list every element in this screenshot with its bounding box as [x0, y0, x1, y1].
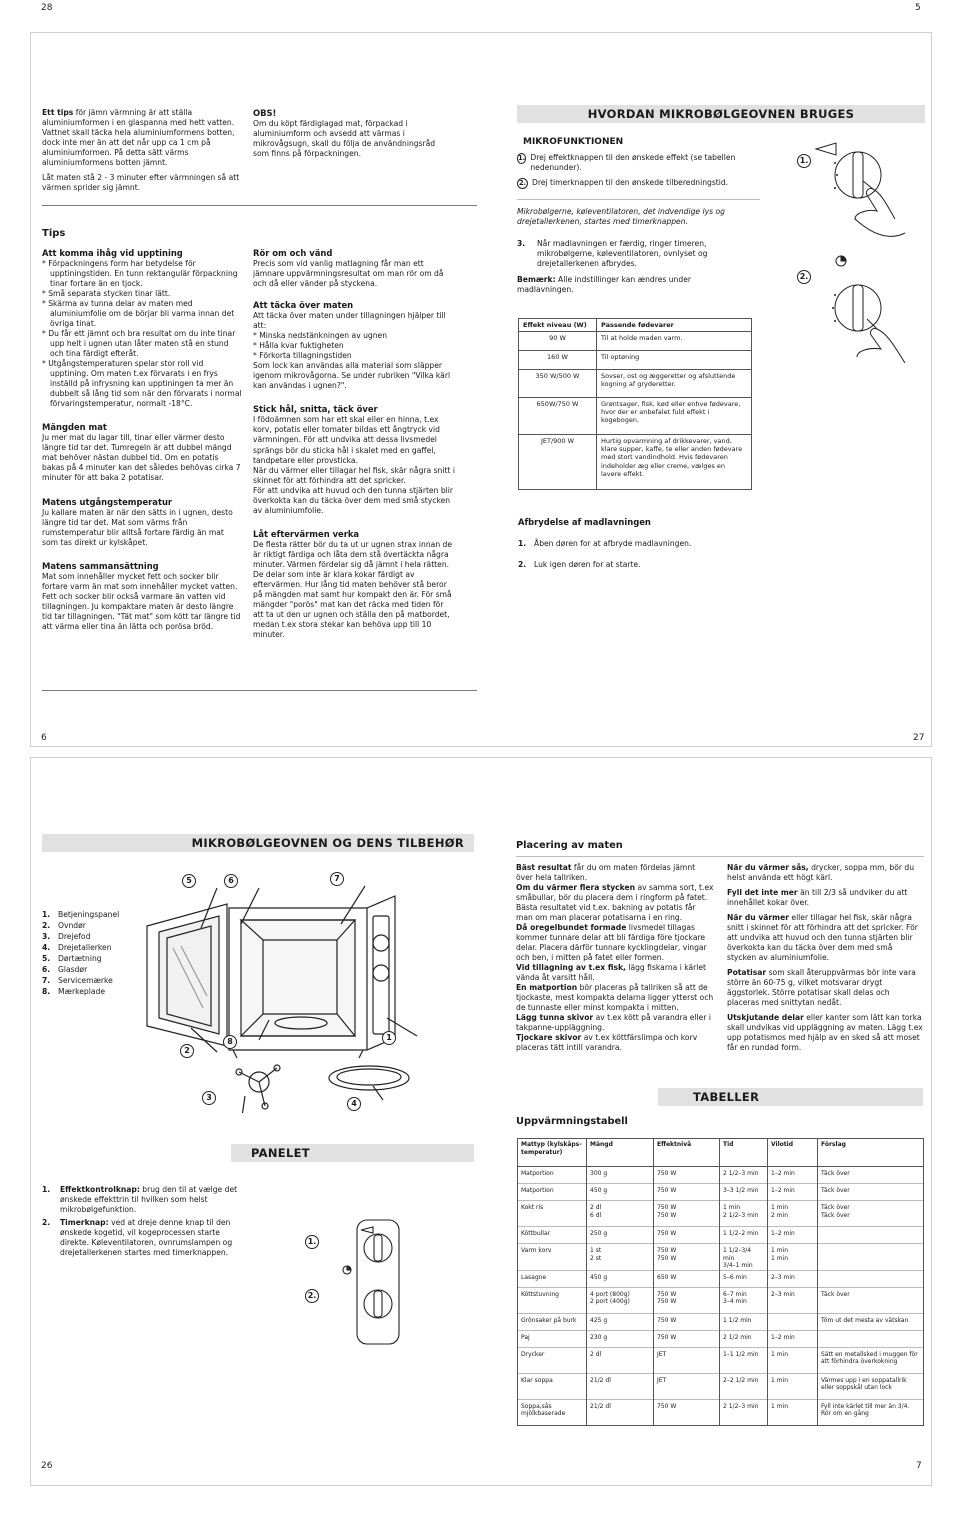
col1-top	[42, 108, 242, 198]
table-cell: 4 port (800g) 2 port (400g)	[587, 1287, 654, 1313]
callout-2: 2	[180, 1044, 194, 1058]
rotating-base-icon	[236, 1065, 280, 1109]
panel-list	[42, 1185, 242, 1258]
table-cell: 1 min 2 1/2–3 min	[720, 1201, 768, 1227]
table-row	[519, 332, 752, 351]
list-item: 7. Servicemærke	[42, 976, 113, 986]
list-item: Om du värmer flera stycken av samma sort, t.ex småbullar, bör du placera dem i ringform på fatet. Bästa resultatet vid t.ex. bakning av potatis får man om man placerar potatisarna i en ring.	[516, 883, 714, 923]
table-cell: 21/2 dl	[587, 1373, 654, 1399]
page-number-6: 6	[41, 733, 47, 743]
fig-label-2: 2.	[797, 270, 811, 284]
table-cell: Lasagne	[518, 1270, 587, 1287]
table-cell: 2–3 min	[768, 1270, 818, 1287]
note-bold: Bemærk:	[517, 275, 556, 285]
steps-block	[517, 153, 742, 189]
step-2-text: Drej timerknappen til den ønskede tilberedningstid.	[532, 178, 729, 188]
table-row	[518, 1373, 924, 1399]
table-cell: 250 g	[587, 1227, 654, 1244]
table-row	[519, 398, 752, 435]
table-cell: Köttbullar	[518, 1227, 587, 1244]
accessories-title: MIKROBØLGEOVNEN OG DENS TILBEHØR	[42, 834, 474, 852]
microwave-illustration	[141, 868, 471, 1113]
table-header-power: Effekt niveau (W)	[519, 319, 597, 332]
amount-heading: Mängden mat	[42, 422, 107, 433]
heating-table	[517, 1138, 924, 1426]
cover-text: Att täcka över maten under tillagningen hjälper till att:	[253, 311, 446, 331]
col2-bottom	[253, 248, 456, 645]
composition-text: Mat som innehåller mycket fett och socker blir fortare varm än mat som innehåller mycket vatten. Fett och socker blir också varmare än vatten vid tillagningen. Ju kompaktare maten är desto längre tid tar tillagningen. "Tät mat" som kött tar längre tid att värma eller tina än lätta och porösa bröd.	[42, 571, 241, 631]
list-item: * Minska nedstänkningen av ugnen	[253, 331, 456, 341]
page-number-26: 26	[41, 1461, 53, 1471]
col1-bottom	[42, 248, 242, 637]
cover-text-2: Som lock kan användas alla material som släpper igenom mikrovågorna. Se under rubriken "Vilka kärl kan användas i ugnen?".	[253, 361, 451, 391]
starttemp-text: Ju kallare maten är när den sätts in i ugnen, desto längre tid tar det. Mat som värms från rumstemperatur blir alltså fortare färdig än mat som tas direkt ur kylskåpet.	[42, 507, 233, 547]
composition-heading: Matens sammansättning	[42, 560, 159, 571]
table-row	[518, 1399, 924, 1425]
table-header: Mängd	[587, 1139, 654, 1167]
table-row	[518, 1330, 924, 1347]
page-number-7: 7	[916, 1461, 922, 1471]
stick-text-3: För att undvika att huvud och den tunna stjärten blir överkokta kan du täcka över dem med små stycken av aluminiumfolie.	[253, 485, 453, 515]
table-header: Tid	[720, 1139, 768, 1167]
table-cell: 1 1/2–3/4 min 3/4–1 min	[720, 1244, 768, 1271]
col3-divider	[517, 199, 760, 200]
tip-bold: Ett tips	[42, 108, 74, 117]
callout-3: 3	[202, 1091, 216, 1105]
table-row	[519, 435, 752, 490]
table-header: Mattyp (kylskåps-temperatur)	[518, 1139, 587, 1167]
table-cell: 1 min 1 min	[768, 1244, 818, 1271]
table-cell: 650 W	[654, 1270, 720, 1287]
table-cell: Täck över Täck över	[818, 1201, 924, 1227]
table-row	[518, 1313, 924, 1330]
table-row	[518, 1167, 924, 1184]
rest-heading: Låt eftervärmen verka	[253, 528, 360, 539]
how-to-title: HVORDAN MIKROBØLGEOVNEN BRUGES	[517, 105, 925, 123]
cover-list	[253, 331, 456, 361]
remember-list	[42, 259, 242, 409]
tables-title: TABELLER	[658, 1088, 923, 1106]
starttemp-heading: Matens utgångstemperatur	[42, 496, 173, 507]
step-1-text: Drej effektknappen til den ønskede effekt (se tabellen nedenunder).	[530, 153, 736, 173]
table-cell: 3–3 1/2 min	[720, 1184, 768, 1201]
table-cell: 450 g	[587, 1184, 654, 1201]
interrupt-text: Luk igen døren for at starte.	[534, 560, 641, 570]
obs-heading: OBS!	[253, 108, 277, 118]
step-3-num: 3.	[517, 239, 526, 248]
list-item: * Små separata stycken tinar lätt.	[42, 289, 242, 299]
placement-title: Placering av maten	[516, 840, 623, 851]
table-cell	[768, 1313, 818, 1330]
power-value: 90 W	[519, 332, 597, 351]
list-item: Potatisar som skall återuppvärmas bör inte vara större än 60-75 g, vilket motsvarar drygt äggstorlek. Större potatisar skall delas och placeras med snittytan nedåt.	[727, 968, 916, 1008]
table-cell: 2 1/2–3 min	[720, 1399, 768, 1425]
table-cell: 2–2 1/2 min	[720, 1373, 768, 1399]
placement-right	[727, 863, 923, 1058]
table-row	[518, 1227, 924, 1244]
table-cell: Täck över	[818, 1184, 924, 1201]
list-item: Vid tillagning av t.ex fisk, lägg fiskarna i kärlet vända åt varsitt håll.	[516, 963, 707, 983]
power-value: 350 W/500 W	[519, 370, 597, 398]
table-cell: Soppa,sås mjölkbaserade	[518, 1399, 587, 1425]
page-number-top-left: 28	[41, 3, 53, 13]
panel-fig-label-1: 1.	[305, 1235, 319, 1249]
table-cell: Varm korv	[518, 1244, 587, 1271]
list-item: * Förpackningens form har betydelse för upptiningstiden. En tunn rektangulär förpackning tinar fortare än en tjock.	[42, 259, 242, 289]
table-cell: 750 W 750 W	[654, 1287, 720, 1313]
callout-4: 4	[347, 1097, 361, 1111]
page-number-27: 27	[913, 733, 925, 743]
list-item: När du värmer eller tillagar hel fisk, skär några snitt i skinnet för att förhindra att det spricker. För att undvika att huvud och den tunna stjärten blir överkokta kan du täcka över dem med små stycken av aluminiumfolie.	[727, 913, 918, 963]
table-row	[519, 370, 752, 398]
placement-left	[516, 863, 714, 1053]
list-item: När du värmer sås, drycker, soppa mm, bör du helst använda ett högt kärl.	[727, 863, 915, 883]
table-cell: Grönsaker på burk	[518, 1313, 587, 1330]
page-number-top-right: 5	[915, 3, 921, 13]
table-cell: 1 1/2 min	[720, 1313, 768, 1330]
note-text: Alle indstillinger kan ændres under madlavningen.	[517, 275, 691, 295]
power-table	[518, 318, 752, 490]
table-cell: Köttstuvning	[518, 1287, 587, 1313]
col2-top	[253, 108, 453, 164]
table-cell: Täck över	[818, 1287, 924, 1313]
table-header: Effektnivå	[654, 1139, 720, 1167]
table-cell: 1–2 min	[768, 1167, 818, 1184]
table-cell: 750 W 750 W	[654, 1201, 720, 1227]
table-cell	[818, 1330, 924, 1347]
list-item: 2. Timerknap: ved at dreje denne knap til den ønskede kogetid, vil kogeprocessen starte direkte. Køleventilatoren, ovnrumslampen og drejetallerkenen startes med timerknappen.	[42, 1218, 233, 1258]
indicator-icon	[816, 143, 836, 155]
list-item: Tjockare skivor av t.ex köttfärslimpa och korv placeras tätt intill varandra.	[516, 1033, 698, 1053]
interrupt-text: Åben døren for at afbryde madlavningen.	[534, 539, 692, 548]
table-row	[518, 1270, 924, 1287]
table-cell: 1–1 1/2 min	[720, 1347, 768, 1373]
table-cell: JET	[654, 1373, 720, 1399]
list-item: 3. Drejefod	[42, 932, 91, 942]
list-item: 8. Mærkeplade	[42, 987, 106, 997]
table-cell: 750 W	[654, 1184, 720, 1201]
amount-text: Ju mer mat du lagar till, tinar eller värmer desto längre tid tar det. Tumregeln är att dubbel mängd mat behöver nästan dubbel tid. Om en potatis bakas på 4 minuter kan det således behövas cirka 7 minuter för att baka 2 potatisar.	[42, 433, 241, 483]
sheet-upper	[30, 32, 932, 747]
table-header: Vilotid	[768, 1139, 818, 1167]
interrupt-heading: Afbrydelse af madlavningen	[518, 517, 651, 527]
table-cell: 1–2 min	[768, 1184, 818, 1201]
tip-text: för jämn värmning är att ställa aluminiumformen i en glaspanna med hett vatten. Vattnet skall täcka hela aluminiumformens botten, dock inte mer än att det når upp ca 1 cm på aluminiumformen. På detta sätt värms aluminiumformens botten jämnt.	[42, 108, 235, 168]
placement-divider	[516, 856, 924, 857]
table-header-food: Passende fødevarer	[597, 319, 752, 332]
table-cell: 6–7 min 3–4 min	[720, 1287, 768, 1313]
table-cell	[818, 1227, 924, 1244]
table-cell: 1–2 min	[768, 1227, 818, 1244]
power-value: 160 W	[519, 351, 597, 370]
panel-title: PANELET	[231, 1144, 474, 1162]
table-cell: JET	[654, 1347, 720, 1373]
table-row	[519, 351, 752, 370]
food-value: Til optøning	[597, 351, 752, 370]
table-cell: 5–6 min	[720, 1270, 768, 1287]
list-item: 1. Effektkontrolknap: brug den til at vælge det ønskede effekttrin til hvilken som helst mikrobølgefunktion.	[42, 1185, 238, 1215]
table-row	[518, 1287, 924, 1313]
interrupt-num: 1.	[518, 539, 527, 548]
table-cell: 750 W 750 W	[654, 1244, 720, 1271]
table-cell: Värmes upp i en soppatallrik eller soppskål utan lock	[818, 1373, 924, 1399]
rest-text: De flesta rätter bör du ta ut ur ugnen strax innan de är riktigt färdiga och låta dem stå övertäckta några minuter. Värmen fördelar sig då jämnt i hela rätten. De delar som inte är klara kokar färdigt av eftervärmen. Hur lång tid maten behöver stå beror på mängden mat samt hur kompakt den är. För små mängder "porös" mat kan det räcka med tiden för att ta ut den ur ugnen och ställa den på matbordet, medan t.ex stora stekar kan behöva upp till 10 minuter.	[253, 539, 453, 639]
food-value: Grøntsager, fisk, kød eller enhve fødevare, hvor der er anbefalet fuld effekt i kogebogen.	[597, 398, 752, 435]
list-item: * Förkorta tillagningstiden	[253, 351, 456, 361]
table-cell: Drycker	[518, 1347, 587, 1373]
table-cell: 21/2 dl	[587, 1399, 654, 1425]
table-cell: 2 dl 6 dl	[587, 1201, 654, 1227]
table-cell	[818, 1244, 924, 1271]
callout-7: 7	[330, 872, 344, 886]
list-item: * Du får ett jämnt och bra resultat om du inte tinar upp helt i ugnen utan låter maten stå en stund och tina färdigt efteråt.	[42, 329, 242, 359]
panel-fig-label-2: 2.	[305, 1289, 319, 1303]
table-cell: Klar soppa	[518, 1373, 587, 1399]
table-cell: Täck över	[818, 1167, 924, 1184]
table-cell: 750 W	[654, 1399, 720, 1425]
table-cell: 1 min	[768, 1399, 818, 1425]
table-cell: 1 st 2 st	[587, 1244, 654, 1271]
table-cell: 450 g	[587, 1270, 654, 1287]
stick-heading: Stick hål, snitta, täck över	[253, 404, 378, 415]
list-item: Då oregelbundet formade livsmedel tillagas kommer tunnare delar att bli färdiga före tjockare delar. Placera därför tunnare kycklingdelar, vingar och ben, i mitten på fatet eller formen.	[516, 923, 707, 963]
list-item: * Hålla kvar fuktigheten	[253, 341, 456, 351]
callout-5: 5	[182, 874, 196, 888]
table-cell: Matportion	[518, 1167, 587, 1184]
tips-heading: Tips	[42, 228, 66, 239]
power-dial-icon	[835, 152, 881, 198]
table-cell: Sätt en metallsked i muggen för att förhindra överkokning	[818, 1347, 924, 1373]
table-cell: 2 1/2–3 min	[720, 1167, 768, 1184]
table-cell: 1–2 min	[768, 1330, 818, 1347]
list-item: 6. Glasdør	[42, 965, 88, 975]
stick-text: I födoämnen som har ett skal eller en hinna, t.ex korv, potatis eller tomater bildas ett ångtryck vid värmningen. För att undvika att dessa livsmedel sprängs bör du sticka hål i skalet med en gaffel, tandpetare eller provsticka.	[253, 415, 440, 465]
heating-table-body	[518, 1167, 924, 1426]
divider-upper	[42, 205, 477, 206]
table-cell: 750 W	[654, 1313, 720, 1330]
table-row	[518, 1244, 924, 1271]
interrupt-list	[518, 539, 758, 570]
table-cell: 1 min	[768, 1373, 818, 1399]
table-cell: Kokt ris	[518, 1201, 587, 1227]
table-cell: 750 W	[654, 1227, 720, 1244]
table-cell: 2 dl	[587, 1347, 654, 1373]
list-item: * Utgångstemperaturen spelar stor roll vid upptining. Om maten t.ex förvarats i en frys inställd på infrysning kan upptiningen ta mer än dubbelt så lång tid som när den förvarats i normal förvaringstemperatur, normalt -18°C.	[42, 359, 242, 409]
list-item: Utskjutande delar eller kanter som lätt kan torka skall undvikas vid uppläggning av maten. Lägg t.ex upp potatismos med hjälp av en sked så att moset får en rundad form.	[727, 1013, 923, 1053]
italic-note: Mikrobølgerne, køleventilatoren, det indvendige lys og drejetallerkenen, startes med timerknappen.	[517, 207, 725, 227]
table-cell: Paj	[518, 1330, 587, 1347]
list-item: * Skärma av tunna delar av maten med aluminiumfolie om de börjar bli varma innan det övriga tinat.	[42, 299, 242, 329]
sheet-lower	[30, 757, 932, 1486]
interrupt-num: 2.	[518, 560, 527, 570]
table-cell: 1 min 2 min	[768, 1201, 818, 1227]
heating-title: Uppvärmningstabell	[516, 1116, 628, 1127]
stir-heading: Rör om och vänd	[253, 248, 333, 258]
table-cell: 300 g	[587, 1167, 654, 1184]
table-cell: 750 W	[654, 1330, 720, 1347]
step-3-block	[517, 239, 729, 295]
table-cell: 2–3 min	[768, 1287, 818, 1313]
list-item: Fyll det inte mer än till 2/3 så undviker du att innehållet kokar över.	[727, 888, 908, 908]
table-row	[518, 1347, 924, 1373]
power-value: 650W/750 W	[519, 398, 597, 435]
microfunction-subtitle: MIKROFUNKTIONEN	[523, 137, 624, 147]
list-item: En matportion bör placeras på tallriken så att de tjockaste, mest kompakta delarna ligger ytterst och de tunnaste eller minst kompakta i mitten.	[516, 983, 714, 1013]
step-2-badge: 2.	[518, 179, 527, 188]
food-value: Sovser, ost og æggeretter og afsluttende kogning af gryderetter.	[597, 370, 752, 398]
table-cell: Fyll inte kärlet till mer än 3/4. Rör om en gång	[818, 1399, 924, 1425]
table-cell: 750 W	[654, 1167, 720, 1184]
cover-heading: Att täcka över maten	[253, 300, 354, 311]
table-cell: Matportion	[518, 1184, 587, 1201]
fig-label-1: 1.	[797, 154, 811, 168]
list-item: Lägg tunna skivor av t.ex kött på varandra eller i takpanne-uppläggning.	[516, 1013, 711, 1033]
callout-6: 6	[224, 874, 238, 888]
panel-illustration	[331, 1218, 451, 1348]
table-row	[518, 1201, 924, 1227]
stick-text-2: När du värmer eller tillagar hel fisk, skär några snitt i skinnet för att förhindra att det spricker.	[253, 465, 455, 485]
list-item: 1. Betjeningspanel	[42, 910, 120, 919]
table-cell: 2 1/2 min	[720, 1330, 768, 1347]
table-cell: 1 min	[768, 1347, 818, 1373]
callout-8: 8	[223, 1035, 237, 1049]
table-cell	[818, 1270, 924, 1287]
table-cell: Töm ut det mesta av vätskan	[818, 1313, 924, 1330]
table-cell: 230 g	[587, 1330, 654, 1347]
table-header: Förslag	[818, 1139, 924, 1167]
table-cell: 425 g	[587, 1313, 654, 1330]
tip-text-2: Låt maten stå 2 - 3 minuter efter värmningen så att värmen sprider sig jämnt.	[42, 173, 240, 193]
dial-figure	[755, 133, 930, 363]
callout-1: 1	[382, 1031, 396, 1045]
food-value: Hurtig opvarmning af drikkevarer, vand, klare supper, kaffe, te eller anden fødevare med stort vandindhold. Hvis fødevaren indeholder æg eller creme, vælges en lavere effekt.	[597, 435, 752, 490]
timer-dial-icon	[835, 285, 881, 331]
step-1-badge: 1.	[518, 154, 526, 162]
divider-lower	[42, 690, 477, 691]
list-item: 2. Ovndør	[42, 921, 86, 931]
step-3-text: Når madlavningen er færdig, ringer timeren, mikrobølgerne, køleventilatoren, ovnlyset og drejetallerkenen afbrydes.	[537, 239, 708, 269]
remember-heading: Att komma ihåg vid upptining	[42, 248, 183, 258]
food-value: Til at holde maden varm.	[597, 332, 752, 351]
stir-text: Precis som vid vanlig matlagning får man ett jämnare uppvärmningsresultat om man rör om då och då eller vänder på styckena.	[253, 259, 444, 289]
power-value: JET/900 W	[519, 435, 597, 490]
list-item: Bäst resultat får du om maten fördelas jämnt över hela tallriken.	[516, 863, 696, 883]
list-item: 4. Drejetallerken	[42, 943, 112, 953]
table-row	[518, 1184, 924, 1201]
table-cell: 1 1/2–2 min	[720, 1227, 768, 1244]
list-item: 5. Dørtætning	[42, 954, 102, 964]
obs-text: Om du köpt färdiglagad mat, förpackad i aluminiumform och avsedd att värmas i mikrovågsugn, skall du följa de användningsråd som finns på förpackningen.	[253, 119, 436, 159]
